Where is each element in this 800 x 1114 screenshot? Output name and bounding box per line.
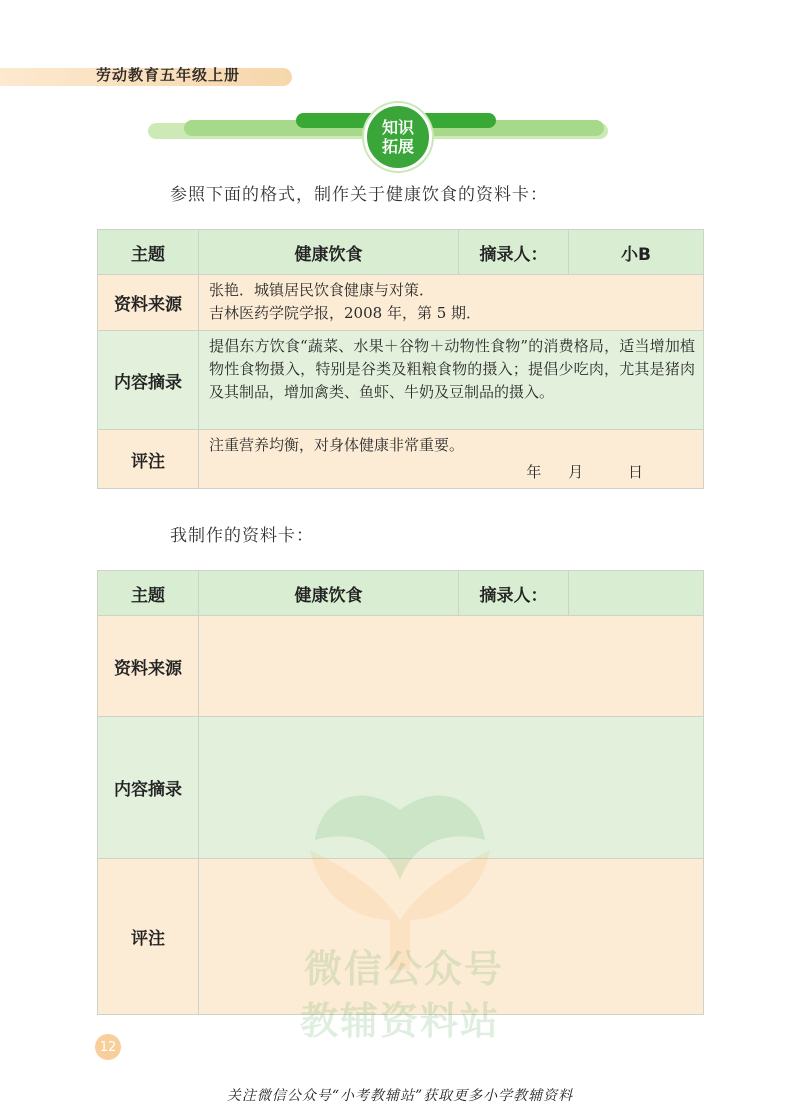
excerpter-input[interactable] (569, 571, 704, 616)
excerpter-label: 摘录人： (459, 230, 569, 275)
knowledge-expansion-badge (364, 103, 432, 171)
source-cell (199, 275, 704, 331)
date-month: 月 (568, 463, 584, 481)
source-input-area[interactable] (199, 616, 704, 717)
source-label: 资料来源 (98, 616, 199, 717)
summary-label: 内容摘录 (98, 331, 199, 430)
page-number: 12 (95, 1034, 121, 1060)
source-line-1: 张艳．城镇居民饮食健康与对策． (209, 281, 435, 299)
summary-text: 提倡东方饮食“蔬菜、水果＋谷物＋动物性食物”的消费格局，适当增加植物性食物摄入，特别是谷类及粗粮食物的摄入；提倡少吃肉，尤其是猪肉及其制品，增加禽类、鱼虾、牛奶及豆制品的摄入。 (199, 331, 704, 430)
date-day: 日 (627, 463, 643, 481)
date-year: 年 (526, 463, 542, 481)
comment-cell (199, 430, 704, 489)
badge-line-1: 知识 (381, 118, 414, 137)
book-title: 劳动教育五年级上册 (96, 66, 241, 84)
excerpter-label: 摘录人： (459, 571, 569, 616)
topic-label: 主题 (98, 571, 199, 616)
comment-text: 注重营养均衡，对身体健康非常重要。 (209, 436, 465, 454)
topic-label: 主题 (98, 230, 199, 275)
comment-label: 评注 (98, 859, 199, 1015)
summary-input-area[interactable] (199, 717, 704, 859)
intro-instruction: 参照下面的格式，制作关于健康饮食的资料卡： (170, 185, 548, 205)
topic-value: 健康饮食 (199, 571, 459, 616)
summary-label: 内容摘录 (98, 717, 199, 859)
excerpter-value: 小B (569, 230, 704, 275)
source-line-2: 吉林医药学院学报，2008 年，第 5 期． (209, 304, 482, 322)
date-line (209, 461, 695, 484)
comment-label: 评注 (98, 430, 199, 489)
source-label: 资料来源 (98, 275, 199, 331)
my-card-instruction: 我制作的资料卡： (170, 526, 314, 546)
example-info-card (97, 229, 704, 489)
topic-value: 健康饮食 (199, 230, 459, 275)
watermark-text-line-1: 微信公众号 (304, 947, 505, 991)
footer-note: 关注微信公众号“小考教辅站”获取更多小学教辅资料 (226, 1088, 574, 1104)
badge-line-2: 拓展 (381, 137, 414, 156)
watermark-text-line-2: 教辅资料站 (300, 999, 501, 1043)
